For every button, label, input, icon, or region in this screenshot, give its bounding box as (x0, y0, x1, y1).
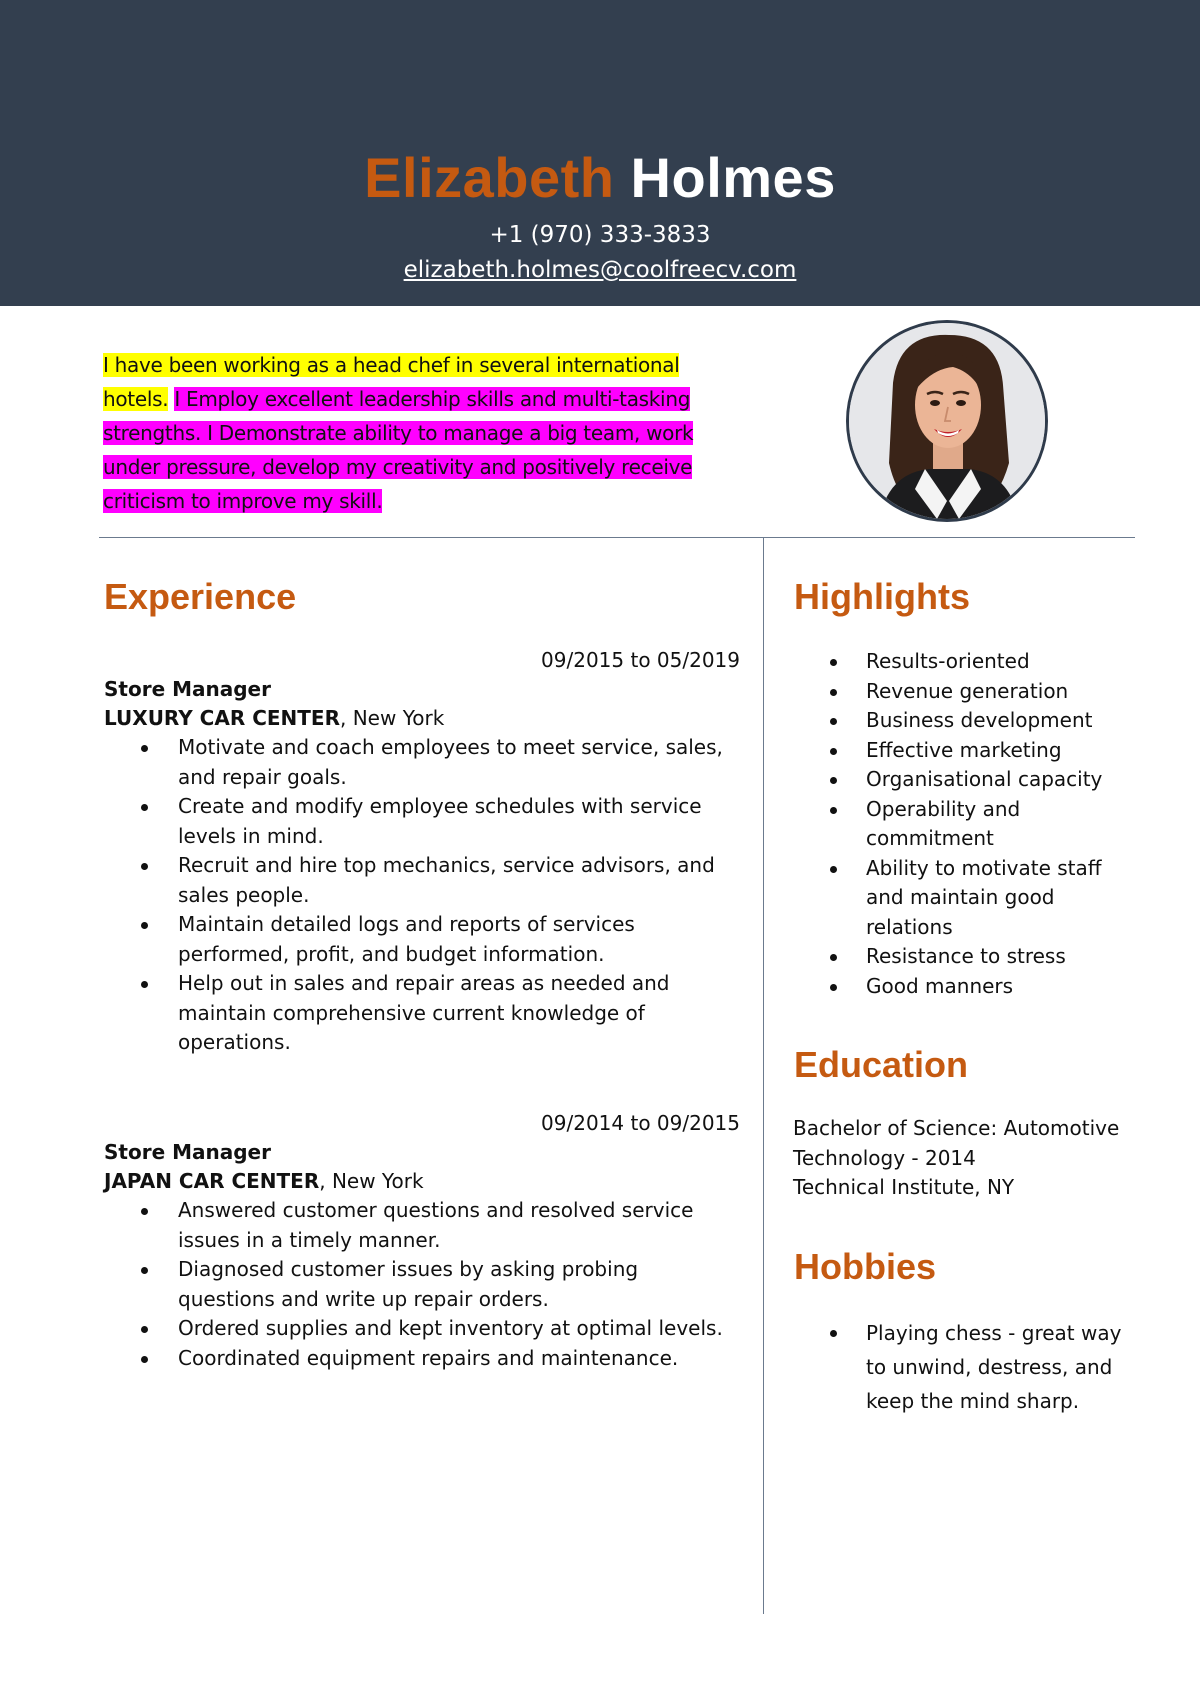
list-item: Playing chess - great way to unwind, destress, and keep the mind sharp. (795, 1316, 1125, 1418)
job-company (104, 704, 740, 733)
job-entry-2 (104, 1108, 740, 1373)
email-link[interactable]: elizabeth.holmes@coolfreecv.com (403, 257, 797, 283)
list-item: Motivate and coach employees to meet service, sales, and repair goals. (104, 733, 740, 792)
list-item: Resistance to stress (795, 942, 1125, 972)
list-item: Diagnosed customer issues by asking probing questions and write up repair orders. (104, 1255, 740, 1314)
list-item: Maintain detailed logs and reports of services performed, profit, and budget information. (104, 910, 740, 969)
resume-header (0, 0, 1200, 306)
company-location: , New York (319, 1169, 424, 1193)
list-item: Revenue generation (795, 677, 1125, 707)
phone-number: +1 (970) 333-3833 (489, 222, 711, 248)
list-item: Coordinated equipment repairs and maintenance. (104, 1344, 740, 1374)
horizontal-divider (99, 537, 1135, 538)
last-name: Holmes (630, 146, 836, 209)
summary-highlight-yellow: I have been working as a head chef in several international hotels. (103, 353, 680, 411)
experience-heading: Experience (104, 576, 297, 617)
list-item: Answered customer questions and resolved service issues in a timely manner. (104, 1196, 740, 1255)
highlights-list (795, 647, 1125, 1001)
job-title: Store Manager (104, 677, 271, 701)
job-duties (104, 733, 740, 1058)
education-details (793, 1114, 1138, 1203)
profile-photo (846, 320, 1048, 522)
first-name: Elizabeth (364, 146, 615, 209)
list-item: Organisational capacity (795, 765, 1125, 795)
list-item: Results-oriented (795, 647, 1125, 677)
list-item: Operability and commitment (795, 795, 1125, 854)
profile-summary (103, 348, 703, 518)
list-item: Business development (795, 706, 1125, 736)
list-item: Effective marketing (795, 736, 1125, 766)
company-location: , New York (340, 706, 445, 730)
hobbies-heading: Hobbies (794, 1246, 937, 1287)
job-dates: 09/2015 to 05/2019 (541, 648, 740, 672)
highlights-heading: Highlights (794, 576, 970, 617)
job-entry-1 (104, 645, 740, 1058)
hobbies-list (795, 1316, 1125, 1418)
education-degree: Bachelor of Science: Automotive Technology - 2014 (793, 1116, 1120, 1170)
list-item: Recruit and hire top mechanics, service advisors, and sales people. (104, 851, 740, 910)
summary-highlight-magenta: I Employ excellent leadership skills and multi-tasking strengths. I Demonstrate ability to manage a big team, work under pressure, develop my creativity and positively receive criticism to improve my skill. (103, 387, 694, 513)
company-name: JAPAN CAR CENTER (104, 1169, 320, 1193)
list-item: Ability to motivate staff and maintain good relations (795, 854, 1125, 943)
candidate-name (0, 145, 1200, 211)
list-item: Ordered supplies and kept inventory at optimal levels. (104, 1314, 740, 1344)
list-item: Help out in sales and repair areas as needed and maintain comprehensive current knowledge of operations. (104, 969, 740, 1058)
company-name: LUXURY CAR CENTER (104, 706, 340, 730)
job-company (104, 1167, 740, 1196)
job-title: Store Manager (104, 1140, 271, 1164)
list-item: Create and modify employee schedules with service levels in mind. (104, 792, 740, 851)
education-school: Technical Institute, NY (793, 1175, 1015, 1199)
list-item: Good manners (795, 972, 1125, 1002)
job-duties (104, 1196, 740, 1373)
education-heading: Education (794, 1044, 969, 1085)
job-dates: 09/2014 to 09/2015 (541, 1111, 740, 1135)
column-divider (763, 537, 764, 1614)
